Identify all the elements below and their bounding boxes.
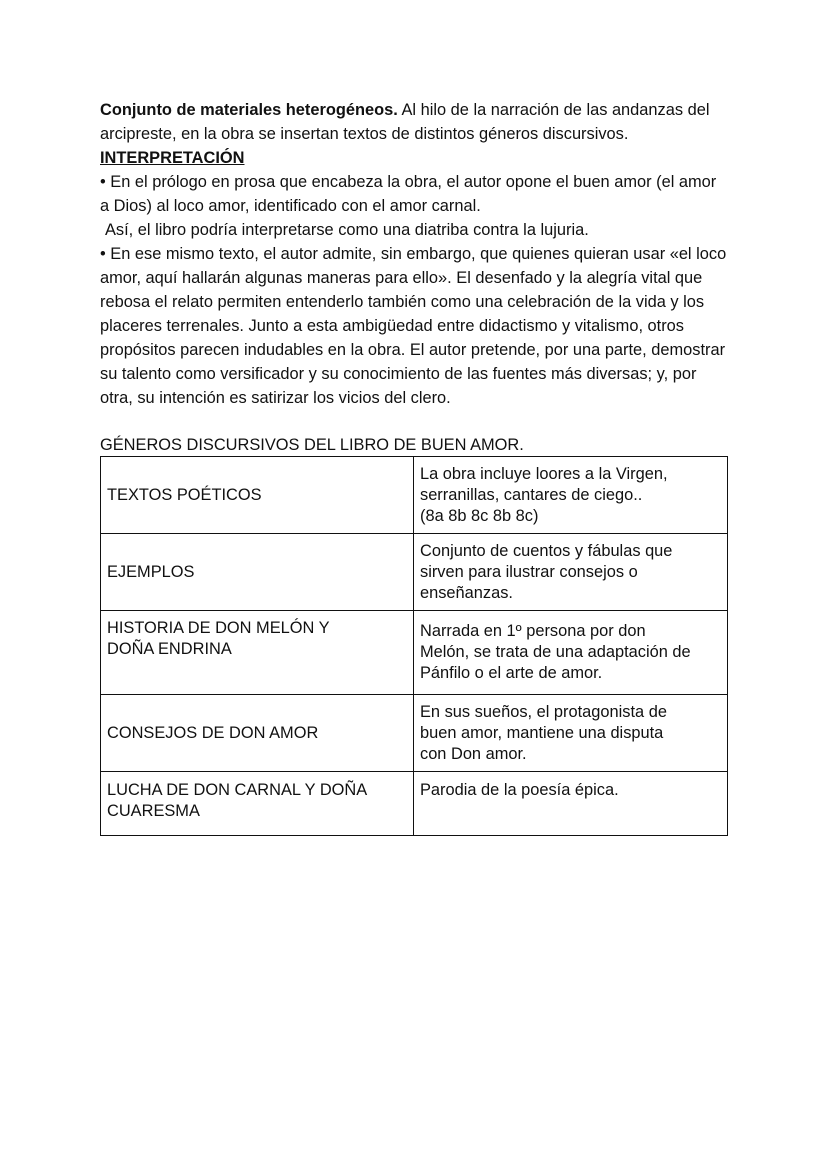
table-title: GÉNEROS DISCURSIVOS DEL LIBRO DE BUEN AMOR. [100,436,524,454]
genre-description-line: serranillas, cantares de ciego.. [420,485,643,504]
genre-name [101,772,414,836]
interpretacion-paragraph-2: Así, el libro podría interpretarse como una diatriba contra la lujuria. [105,221,589,239]
genre-name: TEXTOS POÉTICOS [101,457,414,534]
genre-description-line: con Don amor. [420,744,527,763]
genre-description [414,457,728,534]
genre-name-line: CUARESMA [107,802,200,820]
intro-lead: Conjunto de materiales heterogéneos. [100,101,398,119]
genre-description-line: buen amor, mantiene una disputa [420,723,664,742]
genres-table [100,456,728,836]
genre-description [414,695,728,772]
interpretacion-paragraph-1: • En el prólogo en prosa que encabeza la obra, el autor opone el buen amor (el amor a Dios) al loco amor, identificado con el amor carnal. [100,173,717,215]
table-row [101,772,728,836]
table-row [101,695,728,772]
genre-name-line: LUCHA DE DON CARNAL Y DOÑA [107,781,368,799]
genre-description-line: En sus sueños, el protagonista de [420,702,667,721]
genre-name-line: DOÑA ENDRINA [107,640,232,658]
table-row [101,534,728,611]
genre-description-line: Pánfilo o el arte de amor. [420,664,603,682]
table-row [101,611,728,695]
genre-description-line: (8a 8b 8c 8b 8c) [420,506,539,525]
section-heading-interpretacion: INTERPRETACIÓN [100,149,245,167]
genre-description-line: Conjunto de cuentos y fábulas que [420,541,673,560]
genre-name: CONSEJOS DE DON AMOR [101,695,414,772]
genre-description [414,611,728,695]
genre-description [414,534,728,611]
genre-description-line: La obra incluye loores a la Virgen, [420,464,668,483]
genre-description: Parodia de la poesía épica. [414,772,728,836]
genre-description-line: Melón, se trata de una adaptación de [420,643,691,661]
genre-description-line: sirven para ilustrar consejos o [420,562,638,581]
genre-name [101,611,414,695]
intro-text: Al hilo de la narración de las andanzas del arcipreste, en la obra se insertan textos de distintos géneros discursivos. [100,101,710,143]
interpretacion-paragraph-3: • En ese mismo texto, el autor admite, sin embargo, que quienes quieran usar «el loco amor, aquí hallarán algunas maneras para ello». El desenfado y la alegría vital que rebosa el relato permiten entenderlo también como una celebración de la vida y los placeres terrenales. Junto a esta ambigüedad entre didactismo y vitalismo, otros propósitos parecen indudables en la obra. El autor pretende, por una parte, demostrar su talento como versificador y su conocimiento de las fuentes más diversas; y, por otra, su intención es satirizar los vicios del clero. [100,245,727,407]
genre-description-line: Narrada en 1º persona por don [420,622,646,640]
table-row [101,457,728,534]
genre-name: EJEMPLOS [101,534,414,611]
genre-description-line: enseñanzas. [420,583,513,602]
genre-name-line: HISTORIA DE DON MELÓN Y [107,619,330,637]
intro-paragraph [100,98,728,146]
document-page [100,98,728,836]
